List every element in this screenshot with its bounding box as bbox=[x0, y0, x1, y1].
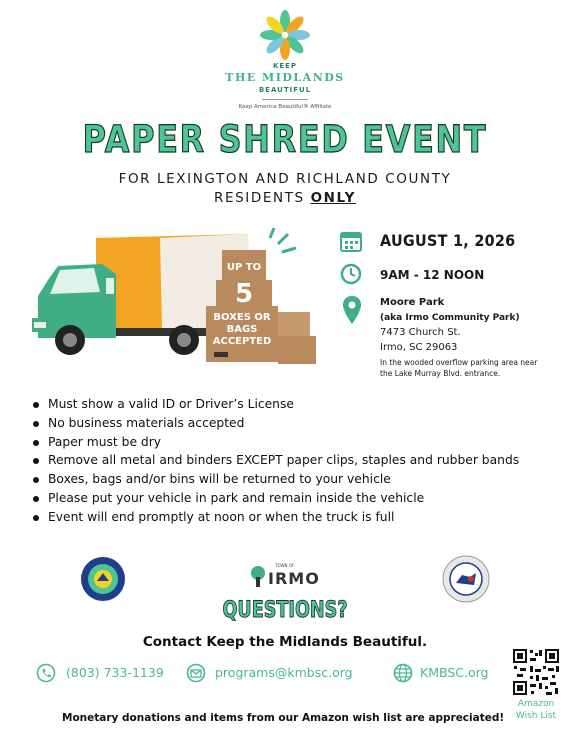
org-keep-text: KEEP bbox=[272, 62, 298, 70]
amazon-label-line1: Amazon bbox=[517, 699, 555, 709]
list-item: Please put your vehicle in park and remain inside the vehicle bbox=[28, 489, 548, 508]
list-item: Boxes, bags and/or bins will be returned to your vehicle bbox=[28, 470, 548, 489]
questions-heading: QUESTIONS? bbox=[222, 598, 348, 623]
location-note: In the wooded overflow parking area near the Lake Murray Blvd. entrance. bbox=[380, 358, 538, 378]
location-street: 7473 Church St. bbox=[380, 327, 461, 338]
location-aka: (aka Irmo Community Park) bbox=[380, 313, 520, 323]
subtitle-prefix: RESIDENTS bbox=[213, 190, 311, 206]
calendar-icon bbox=[340, 230, 362, 252]
box-upto: UP TO bbox=[226, 262, 262, 273]
phone-icon bbox=[36, 663, 56, 683]
event-time: 9AM - 12 NOON bbox=[380, 268, 485, 282]
org-name: THE MIDLANDS bbox=[225, 71, 345, 84]
list-item: No business materials accepted bbox=[28, 414, 548, 433]
subtitle-line2 bbox=[0, 190, 570, 206]
list-item: Event will end promptly at noon or when the truck is full bbox=[28, 508, 548, 527]
rules-list bbox=[28, 395, 548, 527]
email-link[interactable]: programs@kmbsc.org bbox=[215, 665, 353, 680]
subtitle-line1: FOR LEXINGTON AND RICHLAND COUNTY bbox=[118, 171, 452, 187]
website-link[interactable]: KMBSC.org bbox=[420, 665, 489, 680]
event-date: AUGUST 1, 2026 bbox=[380, 231, 516, 250]
qr-code[interactable] bbox=[512, 648, 560, 696]
subtitle-only: ONLY bbox=[310, 190, 357, 206]
mail-icon bbox=[186, 663, 206, 683]
box-number: 5 bbox=[234, 279, 254, 309]
amazon-label-line2: Wish List bbox=[515, 711, 557, 721]
box-boxes-or: BOXES OR bbox=[213, 312, 271, 323]
location-name: Moore Park bbox=[380, 297, 445, 308]
list-item: Remove all metal and binders EXCEPT paper clips, staples and rubber bands bbox=[28, 451, 548, 470]
list-item: Paper must be dry bbox=[28, 433, 548, 452]
irmo-text: IRMO bbox=[268, 569, 320, 588]
phone-number[interactable]: (803) 733-1139 bbox=[66, 665, 164, 680]
page-title: PAPER SHRED EVENT bbox=[82, 118, 488, 161]
map-pin-icon bbox=[343, 296, 361, 324]
box-bags: BAGS bbox=[226, 324, 258, 335]
footer-text: Monetary donations and items from our Amazon wish list are appreciated! bbox=[62, 712, 505, 724]
location-city: Irmo, SC 29063 bbox=[380, 342, 458, 353]
truck-illustration bbox=[30, 226, 330, 368]
contact-heading: Contact Keep the Midlands Beautiful. bbox=[142, 634, 428, 650]
affiliate-text: Keep America Beautiful® Affiliate bbox=[238, 104, 332, 110]
richland-county-seal bbox=[442, 555, 490, 603]
flower-logo-icon bbox=[258, 8, 312, 62]
clock-icon bbox=[340, 263, 362, 285]
box-accepted: ACCEPTED bbox=[212, 336, 272, 347]
org-beautiful-text: BEAUTIFUL bbox=[258, 86, 312, 94]
irmo-small-text: TOWN OF bbox=[275, 563, 295, 568]
globe-icon bbox=[393, 663, 413, 683]
lexington-county-seal bbox=[80, 556, 126, 602]
logo-divider bbox=[262, 99, 308, 100]
list-item: Must show a valid ID or Driver’s License bbox=[28, 395, 548, 414]
